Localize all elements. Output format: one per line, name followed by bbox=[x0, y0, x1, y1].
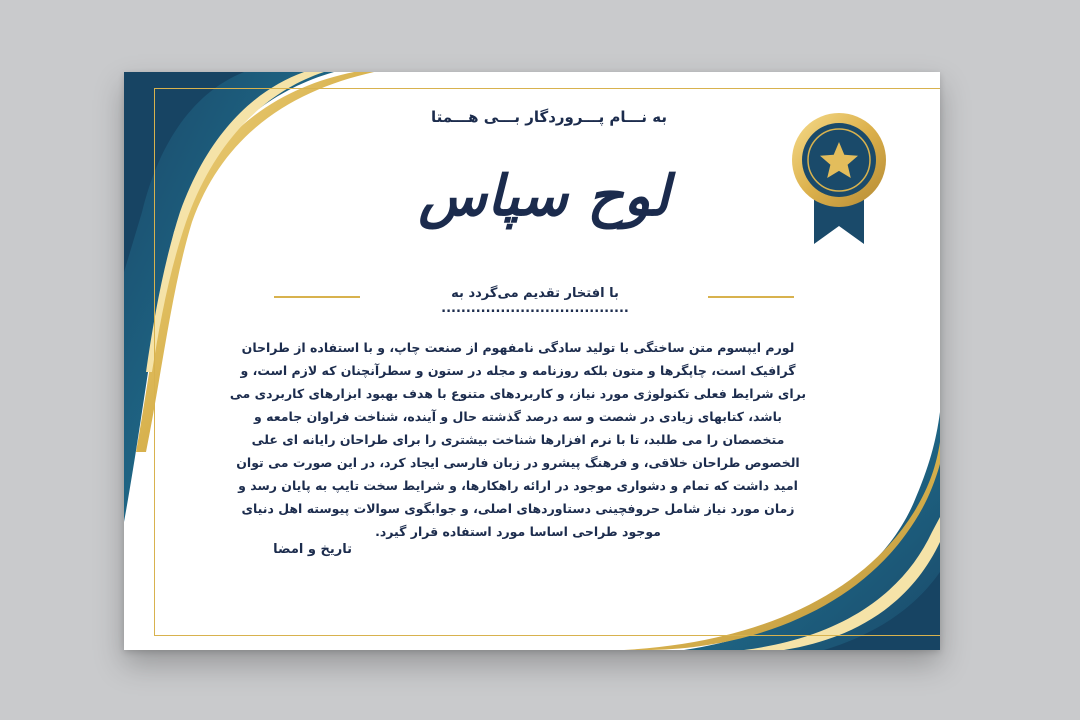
dedication-line: با افتخار تقدیم می‌گردد به ...................................... bbox=[441, 286, 629, 316]
gold-divider-left bbox=[274, 296, 360, 298]
dedication-row bbox=[274, 282, 794, 316]
invocation-heading: به نـــام پـــروردگار بـــی هـــمتا bbox=[430, 108, 668, 126]
signature-label: تاریخ و امضا bbox=[273, 542, 352, 557]
certificate-card bbox=[124, 72, 940, 650]
certificate-body: لورم ایپسوم متن ساختگی با تولید سادگی نامفهوم از صنعت چاپ، و با استفاده از طراحان گرافیک است، چاپگرها و متون بلکه روزنامه و مجله در ستون و سطرآنچنان که لازم است، و برای شرایط فعلی تکنولوژی مورد نیاز، و کاربردهای متنوع با هدف بهبود ابزارهای کاربردی می باشد، کتابهای زیادی در شصت و سه درصد گذشته حال و آینده، شناخت فراوان جامعه و متخصصان را می طلبد، تا با نرم افزارها شناخت بیشتری را برای طراحان رایانه ای علی الخصوص طراحان خلاقی، و فرهنگ پیشرو در زبان فارسی ایجاد کرد، در این صورت می توان امید داشت که تمام و دشواری موجود در ارائه راهکارها، و شرایط سخت تایپ به پایان رسد و زمان مورد نیاز شامل حروفچینی دستاوردهای اصلی، و جوابگوی سوالات پیوسته اهل دنیای موجود طراحی اساسا مورد استفاده قرار گیرد. bbox=[229, 340, 807, 539]
certificate-title: لوح سپاس bbox=[418, 163, 670, 229]
star-medal-icon bbox=[788, 112, 890, 246]
gold-divider-right bbox=[708, 296, 794, 298]
